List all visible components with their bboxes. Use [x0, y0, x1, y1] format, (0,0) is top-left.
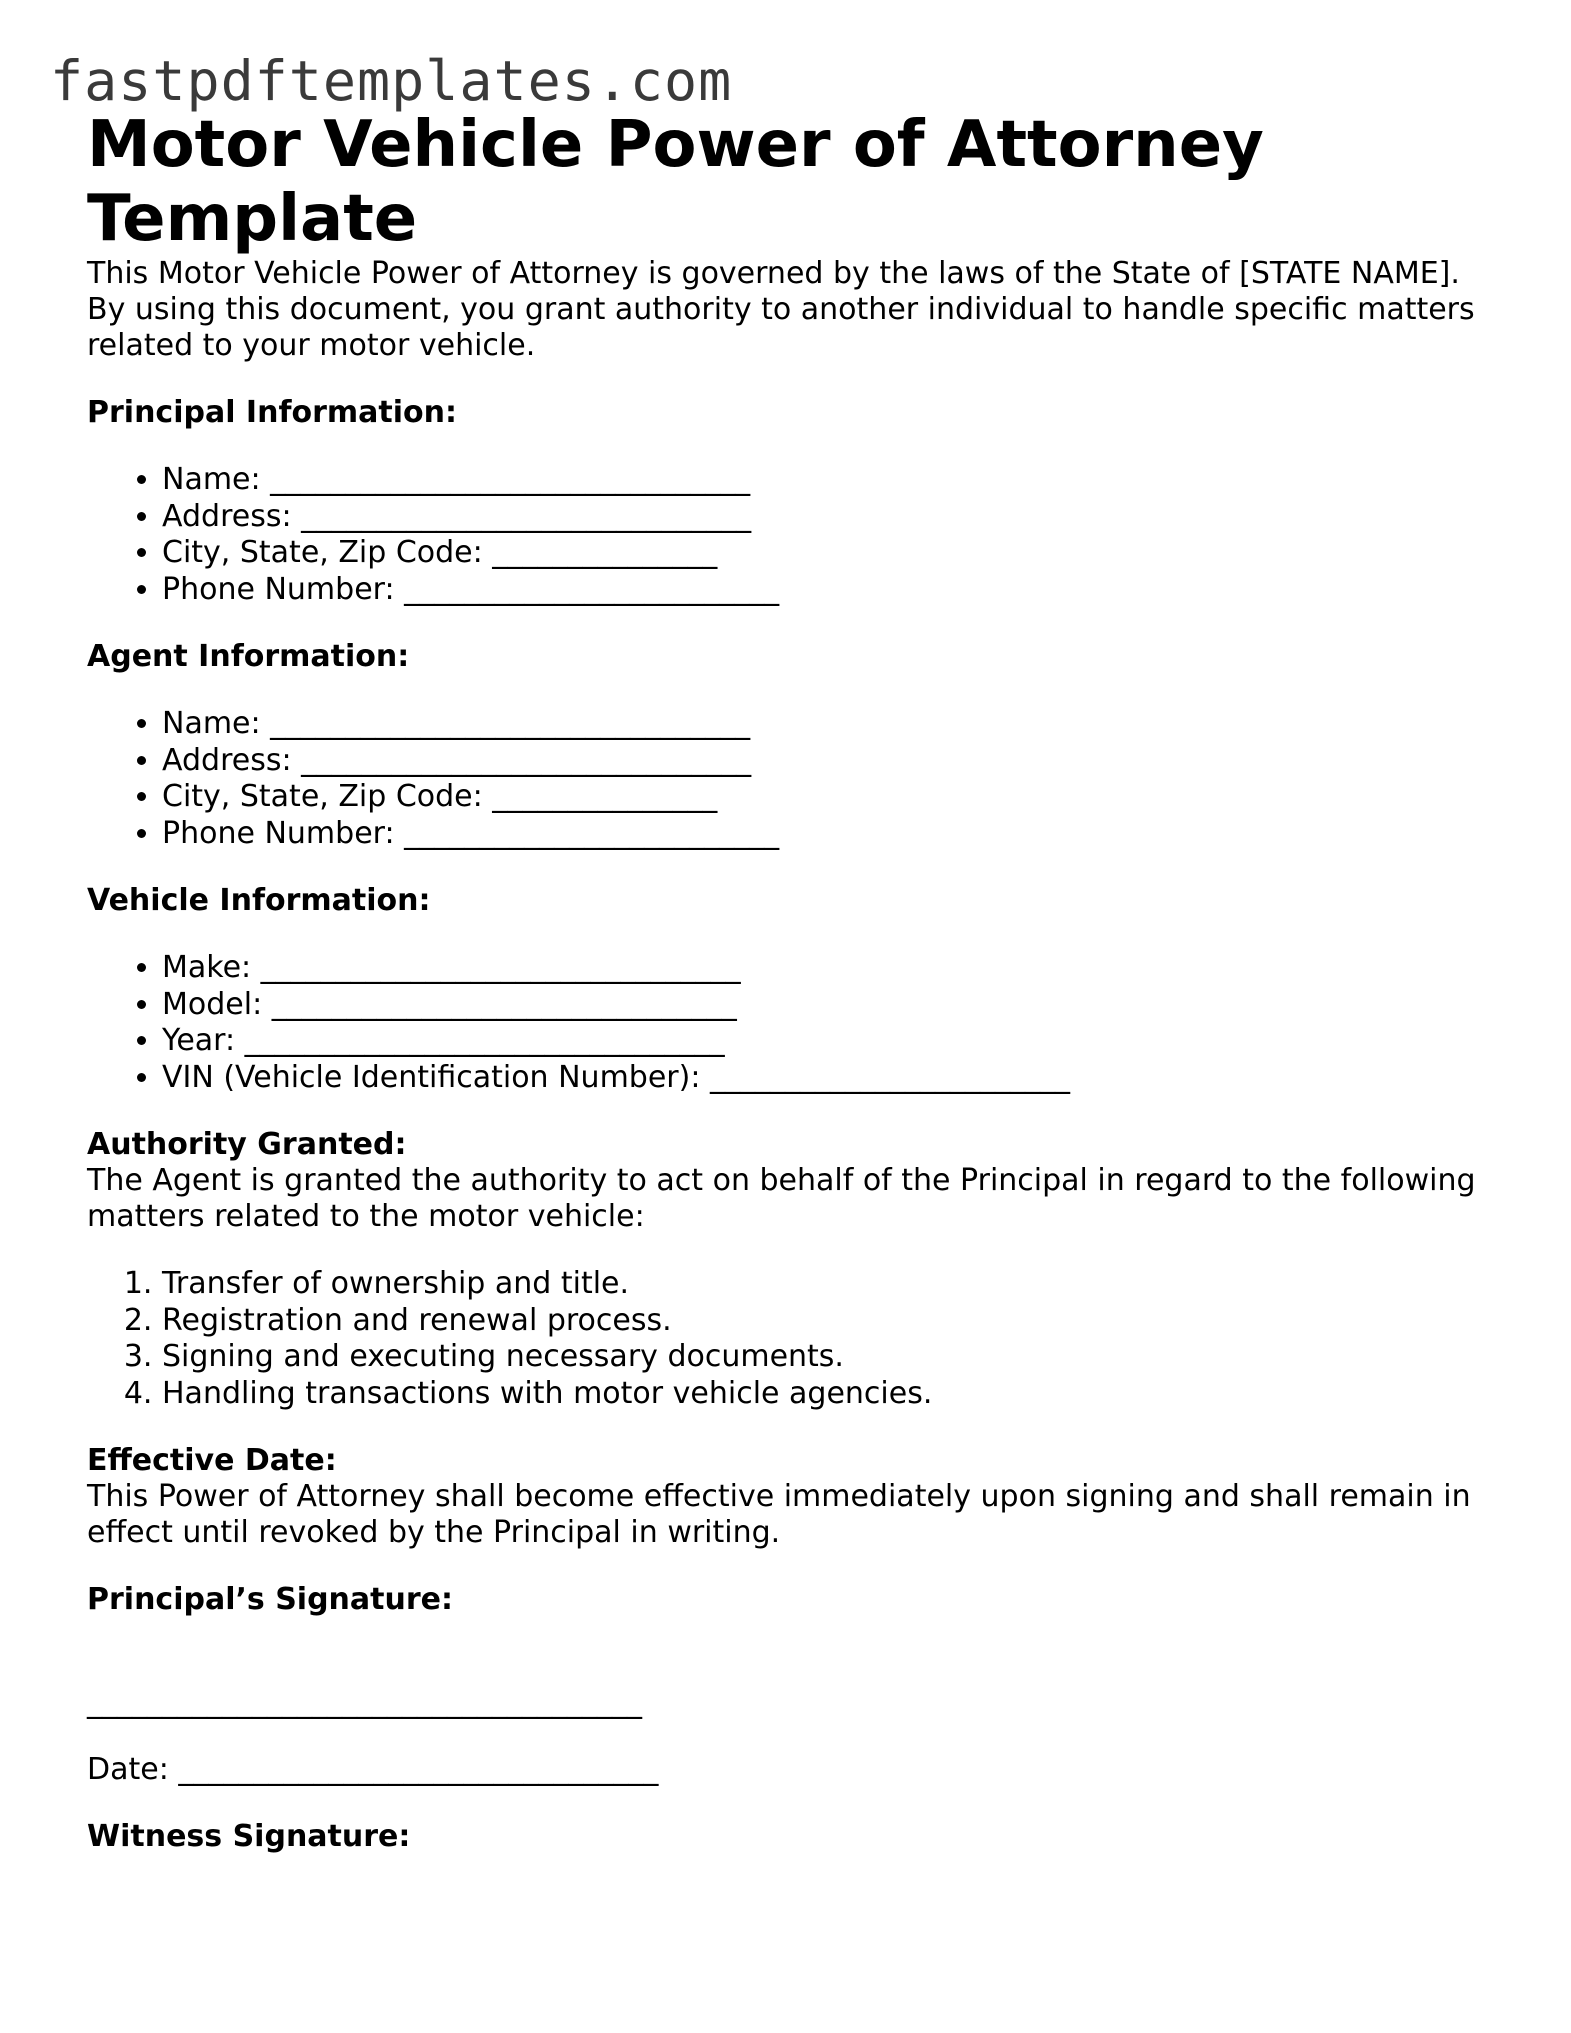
vehicle-make-field: • Make: ________________________________ — [162, 950, 1507, 987]
principal-name-field: • Name: ________________________________ — [162, 462, 1507, 499]
vehicle-vin-field: • VIN (Vehicle Identification Number): ________________________ — [162, 1060, 1507, 1097]
intro-paragraph: This Motor Vehicle Power of Attorney is governed by the laws of the State of [STATE NAME]. By using this document, you grant authority to another individual to handle specific matters related to your motor vehicle. — [87, 256, 1475, 363]
document-body — [87, 108, 1507, 1855]
principal-signature-date: Date: ________________________________ — [87, 1752, 659, 1787]
principal-signature-heading: Principal’s Signature: — [87, 1582, 453, 1617]
vehicle-model-field: • Model: _______________________________ — [162, 987, 1507, 1024]
authority-item-transfer: 1. Transfer of ownership and title. — [162, 1266, 1507, 1303]
principal-phone-field: • Phone Number: _________________________ — [162, 572, 1507, 609]
effective-date-heading: Effective Date: — [87, 1443, 337, 1478]
agent-name-field: • Name: ________________________________ — [162, 706, 1507, 743]
vehicle-information-heading: Vehicle Information: — [87, 883, 431, 918]
agent-fields-list — [87, 706, 1507, 852]
effective-date-paragraph: This Power of Attorney shall become effective immediately upon signing and shall remain in effect until revoked by the Principal in writing. — [87, 1479, 1471, 1550]
authority-item-transactions: 4. Handling transactions with motor vehicle agencies. — [162, 1376, 1507, 1413]
document-title: Motor Vehicle Power of Attorney Template — [87, 108, 1264, 256]
agent-city-state-zip-field: • City, State, Zip Code: _______________ — [162, 779, 1507, 816]
principal-address-field: • Address: ______________________________ — [162, 499, 1507, 536]
principal-signature-line: _____________________________________ — [87, 1685, 642, 1720]
authority-item-registration: 2. Registration and renewal process. — [162, 1303, 1507, 1340]
vehicle-fields-list — [87, 950, 1507, 1096]
witness-signature-heading: Witness Signature: — [87, 1819, 411, 1854]
agent-information-heading: Agent Information: — [87, 639, 410, 674]
watermark: fastpdftemplates.com — [50, 49, 733, 113]
principal-information-heading: Principal Information: — [87, 395, 458, 430]
authority-list — [87, 1266, 1507, 1412]
agent-address-field: • Address: ______________________________ — [162, 743, 1507, 780]
principal-fields-list — [87, 462, 1507, 608]
principal-city-state-zip-field: • City, State, Zip Code: _______________ — [162, 535, 1507, 572]
authority-item-signing: 3. Signing and executing necessary documents. — [162, 1339, 1507, 1376]
agent-phone-field: • Phone Number: _________________________ — [162, 816, 1507, 853]
authority-granted-heading: Authority Granted: — [87, 1127, 407, 1162]
authority-paragraph: The Agent is granted the authority to act on behalf of the Principal in regard to the following matters related to the motor vehicle: — [87, 1163, 1476, 1234]
vehicle-year-field: • Year: ________________________________ — [162, 1023, 1507, 1060]
